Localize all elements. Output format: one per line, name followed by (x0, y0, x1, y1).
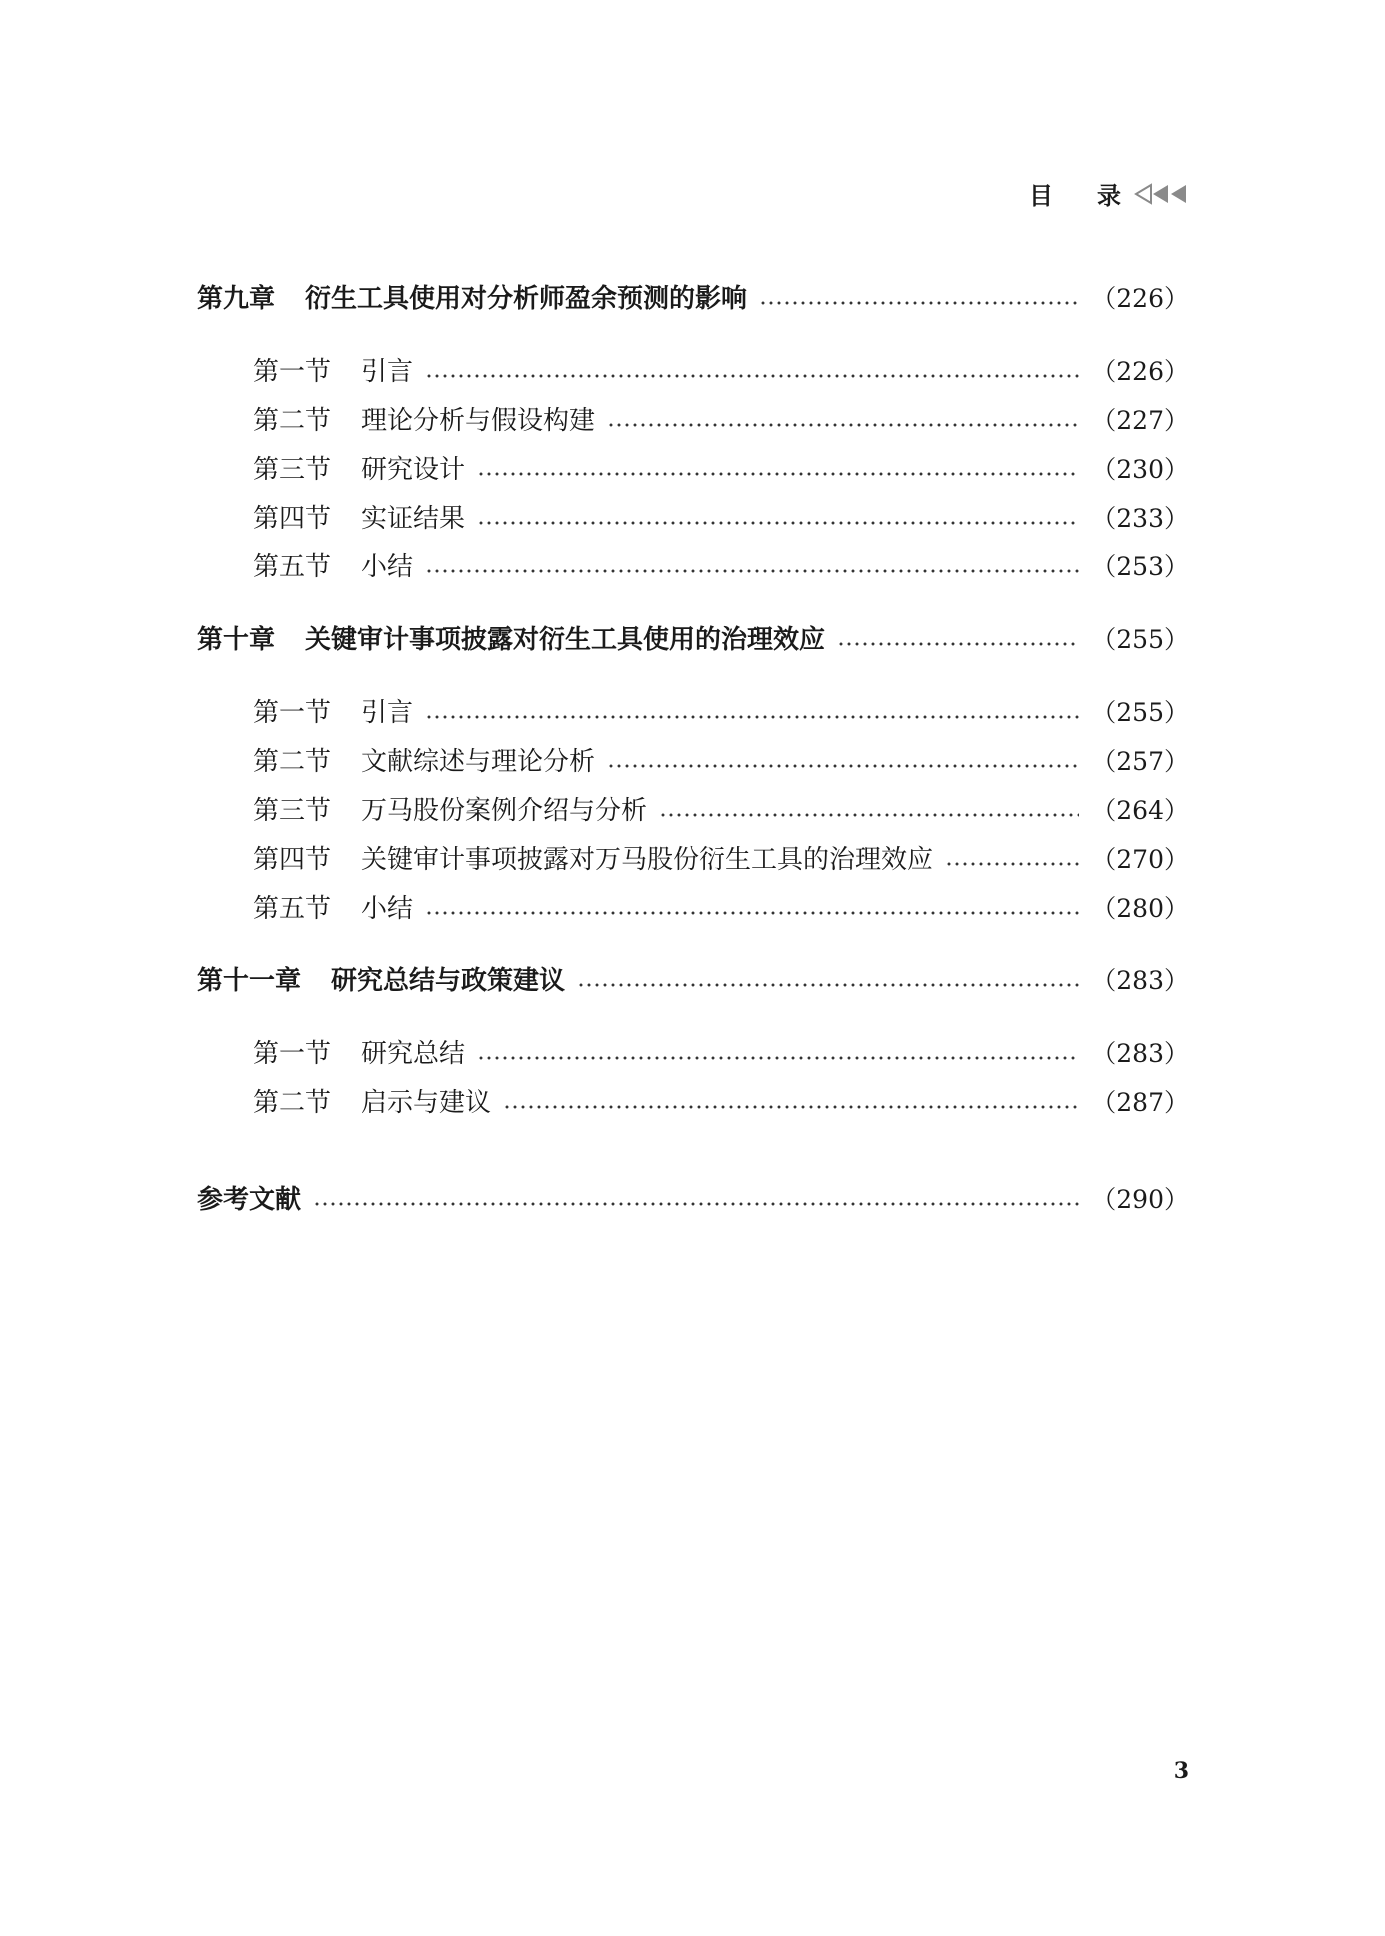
header-char-mu: 目 (1029, 182, 1053, 210)
section-title: 研究总结 (361, 1039, 466, 1069)
toc-section[interactable] (253, 453, 1189, 487)
dot-leader (425, 569, 1079, 573)
section-title: 启示与建议 (361, 1088, 492, 1118)
section-title: 小结 (361, 894, 414, 924)
toc-chapter-10[interactable] (197, 623, 1189, 657)
header-char-lu: 录 (1097, 182, 1121, 210)
toc-chapter-9[interactable] (197, 282, 1189, 316)
running-header (1029, 176, 1189, 211)
dot-leader (607, 764, 1079, 768)
section-number: 第四节 (253, 845, 332, 875)
dot-leader (759, 301, 1079, 305)
toc-section[interactable] (253, 550, 1189, 584)
page-reference: （226） (1091, 284, 1189, 313)
section-title: 关键审计事项披露对万马股份衍生工具的治理效应 (361, 845, 934, 875)
section-title: 理论分析与假设构建 (361, 406, 596, 436)
page-reference: （283） (1091, 966, 1189, 995)
page-reference: （287） (1091, 1088, 1189, 1117)
dot-leader (425, 911, 1079, 915)
chapter-number: 第九章 (197, 284, 276, 314)
section-title: 引言 (361, 357, 414, 387)
toc-chapter-11[interactable] (197, 964, 1189, 998)
section-number: 第三节 (253, 455, 332, 485)
section-number: 第五节 (253, 894, 332, 924)
page-reference: （255） (1091, 625, 1189, 654)
page-reference: （233） (1091, 504, 1189, 533)
toc-section[interactable] (253, 502, 1189, 536)
dot-leader (659, 813, 1079, 817)
dot-leader (477, 1056, 1079, 1060)
page-number: 3 (1173, 1758, 1189, 1784)
page-reference: （227） (1091, 406, 1189, 435)
dot-leader (425, 715, 1079, 719)
section-number: 第二节 (253, 1088, 332, 1118)
toc-section[interactable] (253, 843, 1189, 877)
page-reference: （257） (1091, 747, 1189, 776)
dot-leader (837, 642, 1079, 646)
toc-section[interactable] (253, 794, 1189, 828)
toc-section[interactable] (253, 745, 1189, 779)
section-title: 万马股份案例介绍与分析 (361, 796, 648, 826)
dot-leader (477, 472, 1079, 476)
page-reference: （290） (1091, 1185, 1189, 1214)
section-number: 第一节 (253, 1039, 332, 1069)
chapter-title: 衍生工具使用对分析师盈余预测的影响 (305, 284, 748, 314)
dot-leader (477, 521, 1079, 525)
dot-leader (607, 423, 1079, 427)
page-reference: （226） (1091, 357, 1189, 386)
page-reference: （230） (1091, 455, 1189, 484)
chapter-number: 第十章 (197, 625, 276, 655)
toc-references[interactable] (197, 1183, 1189, 1217)
section-title: 实证结果 (361, 504, 466, 534)
section-title: 引言 (361, 698, 414, 728)
section-number: 第一节 (253, 357, 332, 387)
section-number: 第二节 (253, 747, 332, 777)
section-title: 文献综述与理论分析 (361, 747, 596, 777)
page-reference: （264） (1091, 796, 1189, 825)
toc-section[interactable] (253, 1086, 1189, 1120)
toc-section[interactable] (253, 404, 1189, 438)
dot-leader (577, 983, 1079, 987)
page-reference: （270） (1091, 845, 1189, 874)
section-number: 第五节 (253, 552, 332, 582)
section-number: 第四节 (253, 504, 332, 534)
triple-left-arrow-icon (1133, 182, 1189, 206)
toc-section[interactable] (253, 355, 1189, 389)
references-label: 参考文献 (197, 1185, 302, 1215)
section-number: 第一节 (253, 698, 332, 728)
chapter-number: 第十一章 (197, 966, 302, 996)
section-number: 第二节 (253, 406, 332, 436)
toc-section[interactable] (253, 696, 1189, 730)
section-number: 第三节 (253, 796, 332, 826)
toc-section[interactable] (253, 1037, 1189, 1071)
page-reference: （255） (1091, 698, 1189, 727)
section-title: 研究设计 (361, 455, 466, 485)
page-reference: （253） (1091, 552, 1189, 581)
page-reference: （280） (1091, 894, 1189, 923)
section-title: 小结 (361, 552, 414, 582)
chapter-title: 关键审计事项披露对衍生工具使用的治理效应 (305, 625, 826, 655)
chapter-title: 研究总结与政策建议 (331, 966, 566, 996)
page-reference: （283） (1091, 1039, 1189, 1068)
dot-leader (313, 1202, 1079, 1206)
dot-leader (503, 1105, 1079, 1109)
toc-section[interactable] (253, 892, 1189, 926)
dot-leader (945, 862, 1079, 866)
dot-leader (425, 374, 1079, 378)
